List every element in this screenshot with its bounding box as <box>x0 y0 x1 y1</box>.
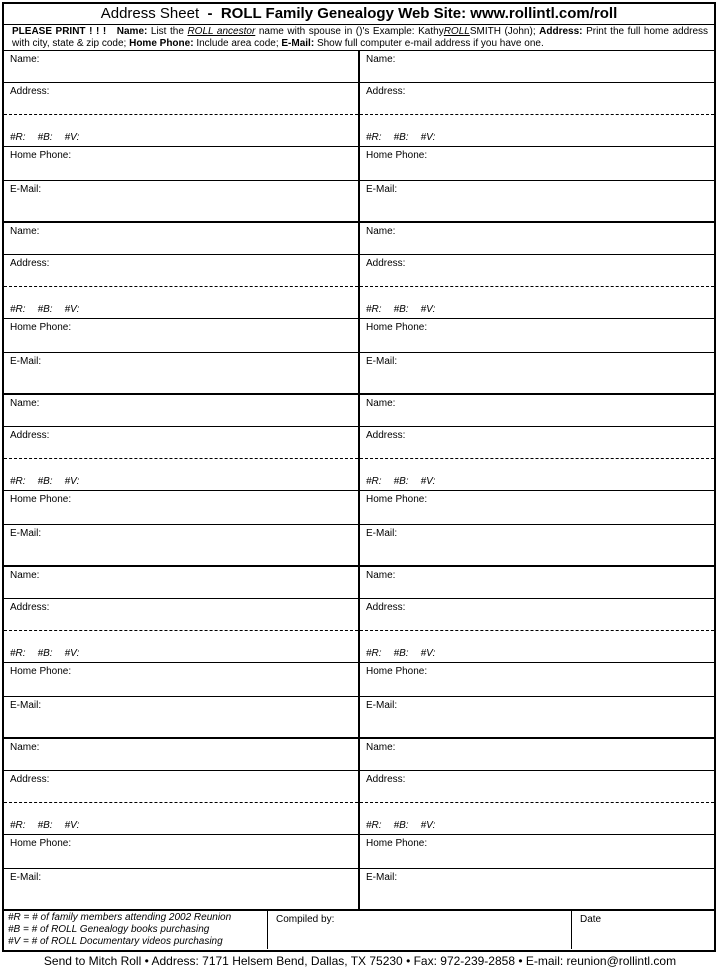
home-phone-label: Home Phone: <box>366 494 428 505</box>
r-label: #R: <box>366 820 382 831</box>
home-phone-label: Home Phone: <box>366 666 428 677</box>
email-field[interactable] <box>4 525 358 565</box>
address-field-line-2[interactable] <box>4 803 358 835</box>
r-label: #R: <box>366 304 382 315</box>
address-card <box>4 567 358 737</box>
home-phone-field[interactable] <box>4 663 358 697</box>
name-field[interactable] <box>4 395 358 427</box>
address-field-line-2[interactable] <box>4 287 358 319</box>
instr-email-text: Show full computer e-mail address if you have one. <box>316 38 544 49</box>
home-phone-field[interactable] <box>360 491 714 525</box>
address-field[interactable] <box>4 83 358 115</box>
home-phone-label: Home Phone: <box>10 494 72 505</box>
please-print: PLEASE PRINT ! ! ! <box>12 26 107 37</box>
name-field[interactable] <box>4 51 358 83</box>
email-field[interactable] <box>360 181 714 221</box>
address-field[interactable] <box>4 599 358 631</box>
home-phone-field[interactable] <box>4 491 358 525</box>
address-label: Address: <box>10 86 50 97</box>
date-field[interactable] <box>572 911 714 949</box>
email-label: E-Mail: <box>10 184 42 195</box>
r-label: #R: <box>10 304 26 315</box>
entry-block <box>4 223 714 395</box>
address-field-line-2[interactable] <box>360 803 714 835</box>
home-phone-label: Home Phone: <box>366 150 428 161</box>
v-label: #V: <box>64 476 80 487</box>
address-label: Address: <box>10 602 50 613</box>
address-label: Address: <box>10 430 50 441</box>
rbv-counts <box>10 304 91 315</box>
address-label: Address: <box>366 774 406 785</box>
email-label: E-Mail: <box>10 872 42 883</box>
email-label: E-Mail: <box>366 700 398 711</box>
v-label: #V: <box>64 648 80 659</box>
title-address-sheet: Address Sheet <box>100 5 200 22</box>
email-field[interactable] <box>360 697 714 737</box>
v-label: #V: <box>420 820 436 831</box>
address-field-line-2[interactable] <box>360 631 714 663</box>
address-card <box>358 51 714 221</box>
home-phone-field[interactable] <box>360 663 714 697</box>
name-field[interactable] <box>360 567 714 599</box>
email-field[interactable] <box>4 697 358 737</box>
address-card <box>358 567 714 737</box>
address-field-line-2[interactable] <box>4 115 358 147</box>
b-label: #B: <box>393 476 409 487</box>
r-label: #R: <box>366 648 382 659</box>
title-separator: - <box>207 5 213 22</box>
address-card <box>4 739 358 909</box>
rbv-counts <box>10 820 91 831</box>
instr-name-label: Name: <box>116 26 148 37</box>
r-label: #R: <box>10 476 26 487</box>
b-label: #B: <box>393 820 409 831</box>
instr-roll-ancestor: ROLL ancestor <box>187 26 256 37</box>
email-label: E-Mail: <box>366 356 398 367</box>
b-label: #B: <box>393 304 409 315</box>
r-label: #R: <box>10 132 26 143</box>
address-label: Address: <box>10 258 50 269</box>
b-label: #B: <box>393 132 409 143</box>
email-field[interactable] <box>360 353 714 393</box>
address-field-line-2[interactable] <box>4 459 358 491</box>
rbv-counts <box>366 820 447 831</box>
title-website: ROLL Family Genealogy Web Site: www.rollintl.com/roll <box>220 5 618 22</box>
legend-b: #B = # of ROLL Genealogy books purchasing <box>8 924 210 935</box>
v-label: #V: <box>64 304 80 315</box>
name-label: Name: <box>366 742 396 753</box>
address-field[interactable] <box>4 255 358 287</box>
name-label: Name: <box>366 398 396 409</box>
instr-name-example-end: SMITH (John); <box>469 26 536 37</box>
entry-block <box>4 567 714 739</box>
address-card <box>4 395 358 565</box>
address-field[interactable] <box>360 255 714 287</box>
send-to-line: Send to Mitch Roll • Address: 7171 Helsem Bend, Dallas, TX 75230 • Fax: 972-239-2858 • E-mail: reunion@rollintl.com <box>43 954 677 968</box>
address-field[interactable] <box>4 771 358 803</box>
date-label: Date <box>580 914 602 925</box>
instr-phone-text: Include area code; <box>196 38 279 49</box>
address-field-line-2[interactable] <box>360 115 714 147</box>
home-phone-label: Home Phone: <box>10 150 72 161</box>
b-label: #B: <box>37 304 53 315</box>
b-label: #B: <box>37 820 53 831</box>
address-card <box>358 223 714 393</box>
entry-block <box>4 739 714 911</box>
address-field[interactable] <box>360 771 714 803</box>
address-field-line-2[interactable] <box>360 287 714 319</box>
instr-address-text: Print the full home address with city, state & zip code; <box>12 26 709 49</box>
address-field[interactable] <box>360 83 714 115</box>
home-phone-field[interactable] <box>360 835 714 869</box>
home-phone-field[interactable] <box>4 147 358 181</box>
rbv-counts <box>366 132 447 143</box>
v-label: #V: <box>420 476 436 487</box>
address-field[interactable] <box>4 427 358 459</box>
name-label: Name: <box>366 570 396 581</box>
legend-v: #V = # of ROLL Documentary videos purchasing <box>8 936 223 947</box>
email-field[interactable] <box>360 869 714 909</box>
email-label: E-Mail: <box>366 184 398 195</box>
email-field[interactable] <box>4 181 358 221</box>
home-phone-field[interactable] <box>360 147 714 181</box>
name-field[interactable] <box>360 395 714 427</box>
address-label: Address: <box>366 86 406 97</box>
rbv-counts <box>10 132 91 143</box>
email-label: E-Mail: <box>10 356 42 367</box>
name-field[interactable] <box>360 223 714 255</box>
b-label: #B: <box>37 648 53 659</box>
legend <box>4 911 268 949</box>
v-label: #V: <box>420 304 436 315</box>
entry-block <box>4 51 714 223</box>
name-label: Name: <box>10 570 40 581</box>
v-label: #V: <box>64 820 80 831</box>
name-field[interactable] <box>4 739 358 771</box>
name-label: Name: <box>366 54 396 65</box>
rbv-counts <box>10 648 91 659</box>
address-card <box>4 223 358 393</box>
home-phone-field[interactable] <box>4 319 358 353</box>
legend-r: #R = # of family members attending 2002 Reunion <box>8 912 232 923</box>
address-label: Address: <box>366 430 406 441</box>
b-label: #B: <box>37 476 53 487</box>
email-field[interactable] <box>4 869 358 909</box>
email-field[interactable] <box>360 525 714 565</box>
home-phone-label: Home Phone: <box>10 322 72 333</box>
instr-name-text: List the <box>150 26 184 37</box>
name-field[interactable] <box>360 739 714 771</box>
home-phone-field[interactable] <box>360 319 714 353</box>
rbv-counts <box>366 476 447 487</box>
address-field[interactable] <box>360 599 714 631</box>
name-label: Name: <box>366 226 396 237</box>
address-field-line-2[interactable] <box>4 631 358 663</box>
v-label: #V: <box>420 132 436 143</box>
entry-block <box>4 395 714 567</box>
instr-name-example: name with spouse in ()'s Example: Kathy <box>258 26 444 37</box>
home-phone-label: Home Phone: <box>366 322 428 333</box>
address-label: Address: <box>366 258 406 269</box>
instr-phone-label: Home Phone: <box>129 38 194 49</box>
email-label: E-Mail: <box>366 872 398 883</box>
v-label: #V: <box>64 132 80 143</box>
address-field[interactable] <box>360 427 714 459</box>
compiled-by-label: Compiled by: <box>276 914 335 925</box>
address-card <box>358 395 714 565</box>
email-label: E-Mail: <box>10 528 42 539</box>
name-label: Name: <box>10 226 40 237</box>
b-label: #B: <box>37 132 53 143</box>
rbv-counts <box>366 648 447 659</box>
b-label: #B: <box>393 648 409 659</box>
name-field[interactable] <box>360 51 714 83</box>
page-title <box>4 4 714 25</box>
name-label: Name: <box>10 398 40 409</box>
home-phone-label: Home Phone: <box>366 838 428 849</box>
rbv-counts <box>10 476 91 487</box>
name-label: Name: <box>10 742 40 753</box>
v-label: #V: <box>420 648 436 659</box>
r-label: #R: <box>366 132 382 143</box>
address-field-line-2[interactable] <box>360 459 714 491</box>
instr-example-roll: ROLL <box>443 26 470 37</box>
instr-email-label: E-Mail: <box>281 38 315 49</box>
compiled-by-field[interactable] <box>268 911 572 949</box>
rbv-counts <box>366 304 447 315</box>
home-phone-label: Home Phone: <box>10 838 72 849</box>
home-phone-field[interactable] <box>4 835 358 869</box>
instructions <box>4 25 714 51</box>
address-label: Address: <box>366 602 406 613</box>
instr-address-label: Address: <box>539 26 583 37</box>
name-field[interactable] <box>4 567 358 599</box>
name-field[interactable] <box>4 223 358 255</box>
r-label: #R: <box>10 820 26 831</box>
address-card <box>4 51 358 221</box>
address-sheet <box>2 2 716 952</box>
address-label: Address: <box>10 774 50 785</box>
email-label: E-Mail: <box>366 528 398 539</box>
footer-box <box>4 911 714 949</box>
r-label: #R: <box>366 476 382 487</box>
r-label: #R: <box>10 648 26 659</box>
email-field[interactable] <box>4 353 358 393</box>
home-phone-label: Home Phone: <box>10 666 72 677</box>
email-label: E-Mail: <box>10 700 42 711</box>
name-label: Name: <box>10 54 40 65</box>
address-card <box>358 739 714 909</box>
